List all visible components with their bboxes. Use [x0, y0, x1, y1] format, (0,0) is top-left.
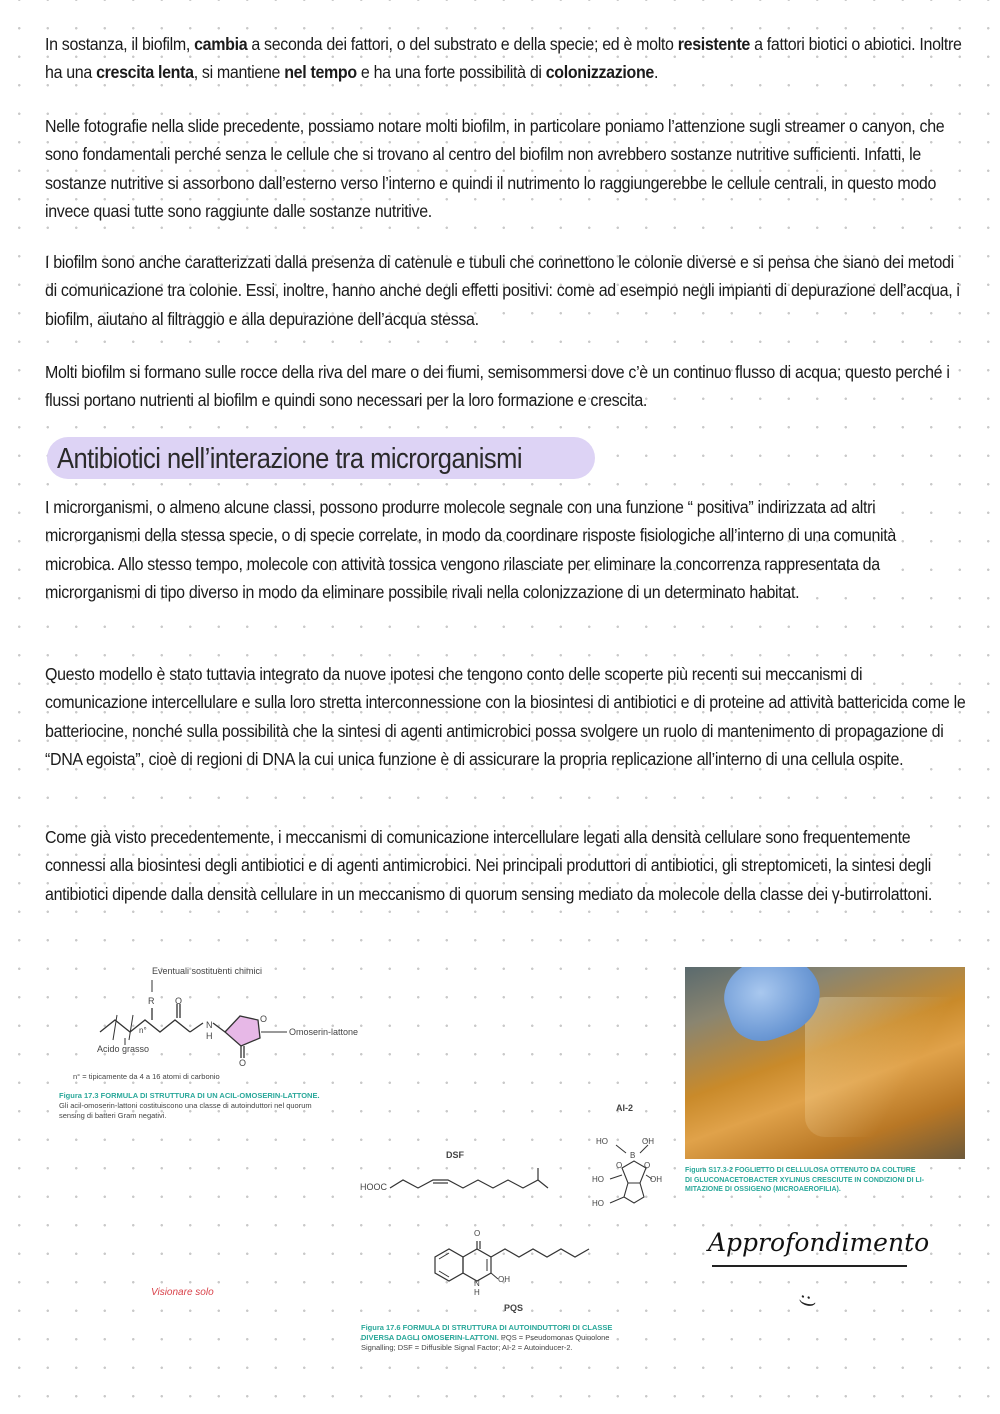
pqs-h: H	[474, 1288, 480, 1297]
substituents-label: Eventuali sostituenti chimici	[152, 966, 263, 976]
paragraph-1	[45, 30, 966, 87]
text-segment: In sostanza, il biofilm,	[45, 34, 195, 54]
pqs-n: N	[474, 1279, 480, 1288]
text-segment: , si mantiene	[193, 62, 285, 83]
fatty-acid-label: Acido grasso	[97, 1044, 150, 1054]
section-heading-text: Antibiotici nell’interazione tra microrganismi	[57, 443, 523, 475]
text-segment: .	[653, 62, 659, 83]
figure-17-6-caption-line-2: DIVERSA DAGLI OMOSERIN-LATTONI. PQS = Pseudomonas Quinolone	[361, 1333, 610, 1342]
paragraph-2: Nelle fotografie nella slide precedente, possiamo notare molti biofilm, in particolare poniamo l’attenzione sugli streamer o canyon, che sono fondamentali perché senza le cellule che si trovano al centro del biofilm non avrebbero sostanze nutritive sufficienti. Infatti, le sostanze nutritive si assorbono dall’esterno verso l’interno e quindi il nutrimento lo raggiungerebbe le cellule centrali, in questo modo invece quasi tutte sono raggiunte dalle sostanze nutritive.	[45, 116, 945, 222]
dsf-molecule	[358, 1150, 558, 1200]
handwritten-approfondimento: Approfondimento	[708, 1228, 930, 1257]
paragraph-5: I microrganismi, o almeno alcune classi, possono produrre molecole segnale con una funzione “ positiva” indirizzata ad altri microrganismi della stessa specie, o di specie correlate, in modo da coordinare risposte fisiologiche all’interno di una comunità microbica. Allo stesso tempo, molecole con attività tossica vengono rilasciate per eliminare la concorrenza rappresentata da microrganismi di tipo diverso in modo da eliminare possibile rivali nella colonizzazione di un determinato habitat.	[45, 497, 896, 603]
ai2-molecule	[588, 1103, 688, 1213]
photo-caption-line-2: DI GLUCONACETOBACTER XYLINUS CRESCIUTE IN CONDIZIONI DI LI-	[685, 1176, 925, 1184]
ai2-o-b: O	[644, 1161, 651, 1170]
bold-keyword: cambia	[194, 34, 248, 54]
lactone-label: Omoserin-lattone	[289, 1027, 359, 1037]
ai2-ho-2: HO	[592, 1175, 604, 1184]
bold-keyword: colonizzazione	[545, 62, 654, 83]
section-heading	[47, 437, 595, 479]
figure-17-3-caption-line-1: Gli acil-omoserin-lattoni costituiscono una classe di autoinduttori nel quorum	[59, 1101, 312, 1110]
ai2-b: B	[630, 1151, 636, 1160]
figure-17-6-caption	[361, 1323, 671, 1353]
paragraph-7: Come già visto precedentemente, i meccanismi di comunicazione intercellulare legati alla densità cellulare sono frequentemente connessi alla biosintesi degli antibiotici e di agenti antimicrobici. Nei principali produttori di antibiotici, gli streptomiceti, la sintesi degli antibiotici dipende dalla densità cellulare in un meccanismo di quorum sensing mediato da molecole della classe dei γ-butirrolattoni.	[45, 827, 933, 904]
figure-17-3-caption	[59, 1091, 379, 1121]
visionare-solo-note: Visionare solo	[151, 1287, 214, 1298]
figure-17-6-caption-line-3: Signalling; DSF = Diffusible Signal Factor; AI-2 = Autoinducer-2.	[361, 1343, 573, 1352]
bold-keyword: nel tempo	[284, 62, 357, 83]
hooc-label: HOOC	[360, 1182, 387, 1192]
figure-17-3-caption-line-2: sensing di batteri Gram negativi.	[59, 1111, 167, 1120]
pqs-oh: OH	[498, 1275, 510, 1284]
pqs-o: O	[474, 1229, 481, 1238]
bold-keyword: resistente	[677, 34, 751, 54]
ai2-oh-1: OH	[642, 1137, 654, 1146]
nh-n-label: N	[206, 1020, 213, 1030]
ai2-structure	[588, 1103, 688, 1213]
carbon-note: n° = tipicamente da 4 a 16 atomi di carbonio	[73, 1072, 220, 1081]
smiley-face: :)	[797, 1293, 819, 1308]
figure-17-3	[55, 960, 385, 1130]
o-label-carbonyl: O	[175, 996, 183, 1006]
n-label: n°	[139, 1026, 147, 1035]
dsf-label: DSF	[446, 1150, 464, 1160]
text-segment: a fattori biotici o abiotici. Inoltre ha una	[45, 34, 962, 83]
paragraph-6: Questo modello è stato tuttavia integrato da nuove ipotesi che tengono conto delle scoperte più recenti sui meccanismi di comunicazione intercellulare e sulla loro stretta interconnessione con la biosintesi di antibiotici e di proteine ad attività battericida come le batteriocine, nonché sulla possibilità che la sintesi di agenti antimicrobici possa svolgere un ruolo di mantenimento di propagazione di “DNA egoista”, cioè di regioni di DNA la cui unica funzione è di assicurare la propria replicazione all’interno di una cellula ospite.	[45, 664, 966, 770]
pqs-structure	[430, 1235, 600, 1299]
o-label-ring: O	[260, 1014, 268, 1024]
ai2-ho-1: HO	[596, 1137, 608, 1146]
paragraph-3: I biofilm sono anche caratterizzati dalla presenza di catenule e tubuli che connettono le colonie diverse e si pensa che siano dei metodi di comunicazione tra colonie. Essi, inoltre, hanno anche degli effetti positivi: come ad esempio negli impianti di depurazione dell’acqua, i biofilm, aiutano al filtraggio e alla depurazione dell’acqua stessa.	[45, 252, 960, 329]
r-label: R	[148, 996, 155, 1006]
figure-17-3-caption-title: Figura 17.3 FORMULA DI STRUTTURA DI UN ACIL-OMOSERIN-LATTONE.	[59, 1091, 320, 1100]
pqs-molecule	[430, 1229, 600, 1315]
paragraph-4: Molti biofilm si formano sulle rocce della riva del mare o dei fiumi, semisommersi dove c’è un continuo flusso di acqua; questo perché i flussi portano nutrienti al biofilm e quindi sono necessari per la loro formazione e crescita.	[45, 362, 950, 411]
text-segment: e ha una forte possibilità di	[356, 62, 546, 83]
ai2-o-a: O	[616, 1161, 623, 1170]
o-label-bottom: O	[239, 1058, 247, 1068]
photo-caption-line-3: MITAZIONE DI OSSIGENO (MICROAEROFILIA).	[685, 1186, 841, 1193]
text-segment: a seconda dei fattori, o del substrato e della specie; ed è molto	[247, 34, 678, 54]
figure-17-6-caption-line-1: Figura 17.6 FORMULA DI STRUTTURA DI AUTOINDUTTORI DI CLASSE	[361, 1323, 613, 1332]
dsf-structure	[358, 1158, 558, 1204]
cellulose-sheet-photo	[685, 967, 965, 1159]
handwritten-underline	[712, 1265, 907, 1267]
ai2-label: AI-2	[616, 1103, 634, 1113]
photo-caption-line-1: Figura S17.3-2 FOGLIETTO DI CELLULOSA OTTENUTO DA COLTURE	[685, 1167, 916, 1174]
photo-caption	[685, 1166, 970, 1195]
pqs-label: PQS	[504, 1303, 524, 1313]
ai2-ho-3: HO	[592, 1199, 604, 1208]
nh-h-label: H	[206, 1031, 213, 1041]
bold-keyword: crescita lenta	[96, 62, 194, 83]
ai2-oh-2: OH	[650, 1175, 662, 1184]
